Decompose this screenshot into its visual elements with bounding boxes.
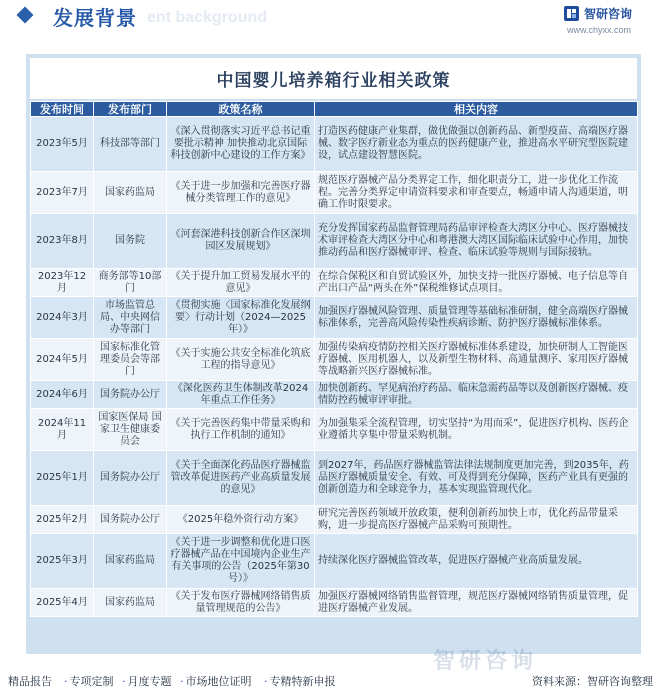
cell-policy-name: 《深化医药卫生体制改革2024年重点工作任务》: [167, 381, 315, 409]
cell-content: 打造医药健康产业集群，做优做强以创新药品、新型疫苗、高端医疗器械、数字医疗新业态为重点的医药健康产业，推进高水平研究型医院建设，试点建设智慧医院。: [315, 117, 638, 172]
cell-content: 加强医疗器械风险管理、质量管理等基础标准研制，健全高端医疗器械标准体系，完善高风险传染性疾病诊断、防护医疗器械标准体系。: [315, 297, 638, 339]
footer-item-label: 市场地位证明: [185, 675, 252, 688]
cell-time: 2025年4月: [31, 589, 94, 617]
cell-dept: 国家药监局: [94, 172, 167, 214]
cell-time: 2023年8月: [31, 214, 94, 269]
cell-policy-name: 《贯彻实施〈国家标准化发展纲要〉行动计划（2024—2025年）》: [167, 297, 315, 339]
table-row: [31, 117, 638, 172]
column-header-name: 政策名称: [167, 102, 315, 117]
cell-content: 加快创新药、罕见病治疗药品、临床急需药品等以及创新医疗器械、疫情防控药械审评审批。: [315, 381, 638, 409]
policy-panel: [26, 54, 641, 654]
column-header-content: 相关内容: [315, 102, 638, 117]
table-row: [31, 214, 638, 269]
cell-dept: 国务院办公厅: [94, 506, 167, 534]
bullet-icon: ·: [180, 675, 184, 688]
cell-policy-name: 《关于进一步加强和完善医疗器械分类管理工作的意见》: [167, 172, 315, 214]
bullet-icon: ·: [64, 675, 68, 688]
table-row: [31, 381, 638, 409]
page-footer: [0, 668, 663, 690]
table-row: [31, 534, 638, 589]
cell-time: 2024年6月: [31, 381, 94, 409]
table-header-row: [31, 102, 638, 117]
cell-dept: 商务部等10部门: [94, 269, 167, 297]
footer-item-reports[interactable]: [8, 673, 52, 689]
table-row: [31, 506, 638, 534]
table-row: [31, 339, 638, 381]
cell-content: 到2027年，药品医疗器械监管法律法规制度更加完善，到2035年，药品医疗器械质量安全、有效、可及得到充分保障，医药产业具有更强的创新创造力和全球竞争力，基本实现监管现代化。: [315, 451, 638, 506]
footer-item-label: 专项定制: [69, 675, 114, 688]
panel-title-box: [30, 58, 637, 99]
cell-policy-name: 《关于全面深化药品医疗器械监管改革促进医药产业高质量发展的意见》: [167, 451, 315, 506]
column-header-dept: 发布部门: [94, 102, 167, 117]
cell-policy-name: 《河套深港科技创新合作区深圳园区发展规划》: [167, 214, 315, 269]
footer-item-specialized[interactable]: [262, 673, 336, 689]
cell-dept: 国务院: [94, 214, 167, 269]
table-row: [31, 297, 638, 339]
cell-policy-name: 《关于实施公共安全标准化筑底工程的指导意见》: [167, 339, 315, 381]
cell-time: 2024年3月: [31, 297, 94, 339]
cell-dept: 市场监管总局、中央网信办等部门: [94, 297, 167, 339]
cell-dept: 国家药监局: [94, 534, 167, 589]
panel-title: 中国婴儿培养箱行业相关政策: [216, 71, 451, 91]
cell-time: 2025年1月: [31, 451, 94, 506]
cell-policy-name: 《深入贯彻落实习近平总书记重要批示精神 加快推动北京国际科技创新中心建设的工作方案》: [167, 117, 315, 172]
brand-logo-icon: [564, 6, 579, 21]
cell-dept: 国家医保局 国家卫生健康委员会: [94, 409, 167, 451]
policy-table: [30, 101, 638, 617]
cell-policy-name: 《关于完善医药集中带量采购和执行工作机制的通知》: [167, 409, 315, 451]
cell-time: 2025年2月: [31, 506, 94, 534]
bullet-icon: ·: [122, 675, 126, 688]
footer-item-label: 月度专题: [127, 675, 172, 688]
table-row: [31, 409, 638, 451]
footer-item-label: 精品报告: [8, 675, 52, 688]
table-row: [31, 172, 638, 214]
cell-time: 2023年5月: [31, 117, 94, 172]
cell-policy-name: 《关于发布医疗器械网络销售质量管理规范的公告》: [167, 589, 315, 617]
cell-time: 2023年7月: [31, 172, 94, 214]
diamond-icon: [17, 7, 34, 24]
cell-dept: 国家药监局: [94, 589, 167, 617]
cell-time: 2024年5月: [31, 339, 94, 381]
cell-content: 加强医疗器械网络销售监督管理，规范医疗器械网络销售质量管理，促进医疗器械产业发展。: [315, 589, 638, 617]
brand-name: 智研咨询: [584, 7, 633, 21]
data-source: 资料来源：智研咨询整理: [532, 675, 653, 688]
cell-content: 加强传染病疫情防控相关医疗器械标准体系建设，加快研制人工智能医疗器械、医用机器人，以及新型生物材料、高通量测序、家用医疗器械等战略新兴医疗器械标准。: [315, 339, 638, 381]
cell-content: 规范医疗器械产品分类界定工作，细化职责分工，进一步优化工作流程。完善分类界定申请资料要求和审查要点，畅通申请人沟通渠道，明确工作时限要求。: [315, 172, 638, 214]
table-row: [31, 451, 638, 506]
cell-content: 研究完善医药领域开放政策，便利创新药加快上市，优化药品带量采购，进一步提高医疗器械产品采购可预期性。: [315, 506, 638, 534]
footer-item-custom[interactable]: [62, 673, 114, 689]
cell-policy-name: 《关于进一步调整和优化进口医疗器械产品在中国境内企业生产有关事项的公告（2025年第30号）》: [167, 534, 315, 589]
cell-content: 持续深化医疗器械监管改革，促进医疗器械产业高质量发展。: [315, 534, 638, 589]
cell-content: 为加强集采全流程管理，切实坚持“为用而采”，促进医疗机构、医药企业遵循共享集中带量采购机制。: [315, 409, 638, 451]
cell-policy-name: 《关于提升加工贸易发展水平的意见》: [167, 269, 315, 297]
cell-dept: 科技部等部门: [94, 117, 167, 172]
watermark: 智研咨询: [433, 649, 538, 674]
header-ghost-text: ent background: [147, 9, 268, 26]
cell-content: 充分发挥国家药品监督管理局药品审评检查大湾区分中心、医疗器械技术审评检查大湾区分中心和粤港澳大湾区国际临床试验中心作用，加快推动药品和医疗器械审评、检查、临床试验等规则与国际接轨。: [315, 214, 638, 269]
table-row: [31, 269, 638, 297]
page-header: [0, 0, 663, 40]
brand-url: www.chyxx.com: [567, 25, 632, 35]
cell-time: 2025年3月: [31, 534, 94, 589]
cell-time: 2023年12月: [31, 269, 94, 297]
cell-policy-name: 《2025年稳外资行动方案》: [167, 506, 315, 534]
footer-item-market[interactable]: [178, 673, 252, 689]
table-row: [31, 589, 638, 617]
footer-item-label: 专精特新申报: [269, 675, 336, 688]
bullet-icon: ·: [264, 675, 268, 688]
section-title: 发展背景: [53, 6, 137, 30]
cell-dept: 国家标准化管理委员会等部门: [94, 339, 167, 381]
footer-item-monthly[interactable]: [120, 673, 172, 689]
cell-content: 在综合保税区和自贸试验区外，加快支持一批医疗器械、电子信息等自产出口产品“两头在外”保税维修试点项目。: [315, 269, 638, 297]
cell-dept: 国务院办公厅: [94, 451, 167, 506]
column-header-time: 发布时间: [31, 102, 94, 117]
cell-time: 2024年11月: [31, 409, 94, 451]
cell-dept: 国务院办公厅: [94, 381, 167, 409]
